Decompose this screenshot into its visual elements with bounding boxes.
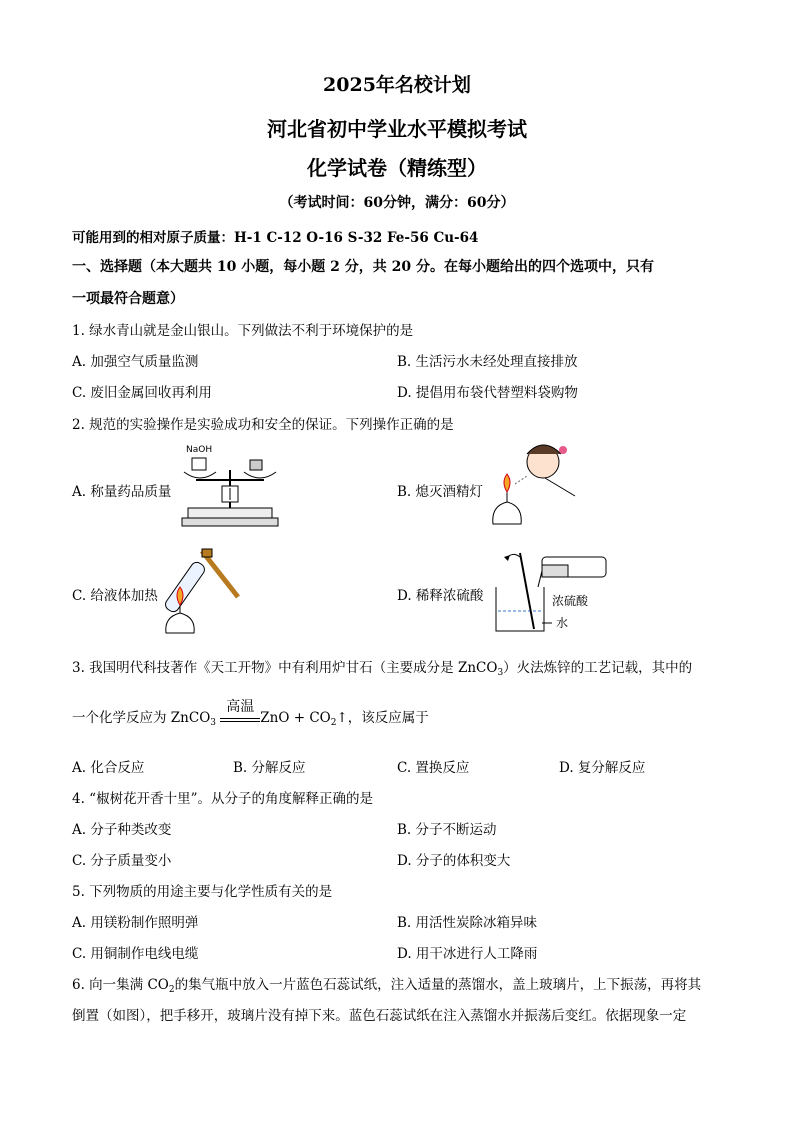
q1-option-d: D. 提倡用布袋代替塑料袋购物 bbox=[397, 385, 578, 401]
section-heading-line1: 一、选择题（本大题共 10 小题，每小题 2 分，共 20 分。在每小题给出的四个选项中，只有 bbox=[72, 259, 654, 275]
acid-label: 浓硫酸 bbox=[552, 594, 589, 608]
q4-option-a: A. 分子种类改变 bbox=[72, 822, 172, 838]
heating-liquid-figure bbox=[158, 547, 244, 637]
q3-option-a: A. 化合反应 bbox=[72, 760, 145, 776]
atomic-mass-note: 可能用到的相对原子质量：H-1 C-12 O-16 S-32 Fe-56 Cu-64 bbox=[72, 230, 479, 246]
q6-line1-start: 6. 向一集满 CO bbox=[72, 977, 169, 993]
exam-info: （考试时间：60分钟，满分：60分） bbox=[279, 195, 515, 211]
q3-reactant-sub: 3 bbox=[210, 718, 216, 728]
q6-stem-line2: 倒置（如图），把手移开，玻璃片没有掉下来。蓝色石蕊试纸在注入蒸馏水并振荡后变红。依据现象一定 bbox=[72, 1008, 687, 1024]
water-label: 水 bbox=[556, 616, 569, 630]
exam-title-name: 河北省初中学业水平模拟考试 bbox=[267, 117, 527, 141]
q3-products-sub: 2 bbox=[330, 718, 337, 728]
q3-option-c: C. 置换反应 bbox=[397, 760, 470, 776]
q1-stem: 1. 绿水青山就是金山银山。下列做法不利于环境保护的是 bbox=[72, 323, 414, 339]
q1-option-b: B. 生活污水未经处理直接排放 bbox=[397, 354, 578, 370]
q2-option-a: A. 称量药品质量 bbox=[72, 484, 172, 500]
q5-option-c: C. 用铜制作电线电缆 bbox=[72, 946, 199, 962]
q2-option-b: B. 熄灭酒精灯 bbox=[397, 484, 484, 500]
q6-line1-sub: 2 bbox=[168, 985, 175, 995]
reaction-condition: 高温 bbox=[226, 698, 255, 715]
q2-stem: 2. 规范的实验操作是实验成功和安全的保证。下列操作正确的是 bbox=[72, 417, 454, 433]
exam-title-subject: 化学试卷（精练型） bbox=[307, 156, 487, 180]
q3-reactant: 一个化学反应为 ZnCO bbox=[72, 710, 211, 726]
section-heading-line2: 一项最符合题意） bbox=[72, 291, 184, 307]
diluting-acid-figure bbox=[490, 547, 608, 637]
q3-stem-sub: 3 bbox=[497, 668, 504, 678]
q5-option-d: D. 用干冰进行人工降雨 bbox=[397, 946, 538, 962]
q3-stem-start: 3. 我国明代科技著作《天工开物》中有利用炉甘石（主要成分是 ZnCO bbox=[72, 660, 498, 676]
q6-line1-end: 的集气瓶中放入一片蓝色石蕊试纸，注入适量的蒸馏水，盖上玻璃片，上下振荡，再将其 bbox=[174, 977, 702, 993]
q6-stem-line1 bbox=[72, 973, 701, 995]
q3-equation-line bbox=[72, 698, 429, 728]
q5-stem: 5. 下列物质的用途主要与化学性质有关的是 bbox=[72, 884, 333, 900]
reaction-arrow bbox=[220, 698, 260, 722]
q5-option-a: A. 用镁粉制作照明弹 bbox=[72, 915, 199, 931]
exam-title-year: 2025年名校计划 bbox=[323, 74, 471, 96]
q2-option-d: D. 稀释浓硫酸 bbox=[397, 588, 484, 604]
q3-stem bbox=[72, 656, 692, 678]
balance-scale-figure bbox=[178, 440, 283, 530]
q3-line-end: ↑，该反应属于 bbox=[336, 710, 429, 726]
q3-option-b: B. 分解反应 bbox=[233, 760, 306, 776]
blowing-lamp-figure bbox=[485, 440, 577, 530]
q3-option-d: D. 复分解反应 bbox=[559, 760, 646, 776]
q4-option-c: C. 分子质量变小 bbox=[72, 853, 172, 869]
q2-option-c: C. 给液体加热 bbox=[72, 588, 158, 604]
q4-option-b: B. 分子不断运动 bbox=[397, 822, 497, 838]
q1-option-c: C. 废旧金属回收再利用 bbox=[72, 385, 212, 401]
naoh-label: NaOH bbox=[186, 445, 213, 455]
q3-products: ZnO + CO bbox=[260, 710, 331, 726]
q3-stem-end: ）火法炼锌的工艺记载，其中的 bbox=[503, 660, 693, 676]
q1-option-a: A. 加强空气质量监测 bbox=[72, 354, 199, 370]
q4-option-d: D. 分子的体积变大 bbox=[397, 853, 511, 869]
q5-option-b: B. 用活性炭除冰箱异味 bbox=[397, 915, 538, 931]
q4-stem: 4. “椒树花开香十里”。从分子的角度解释正确的是 bbox=[72, 791, 373, 807]
